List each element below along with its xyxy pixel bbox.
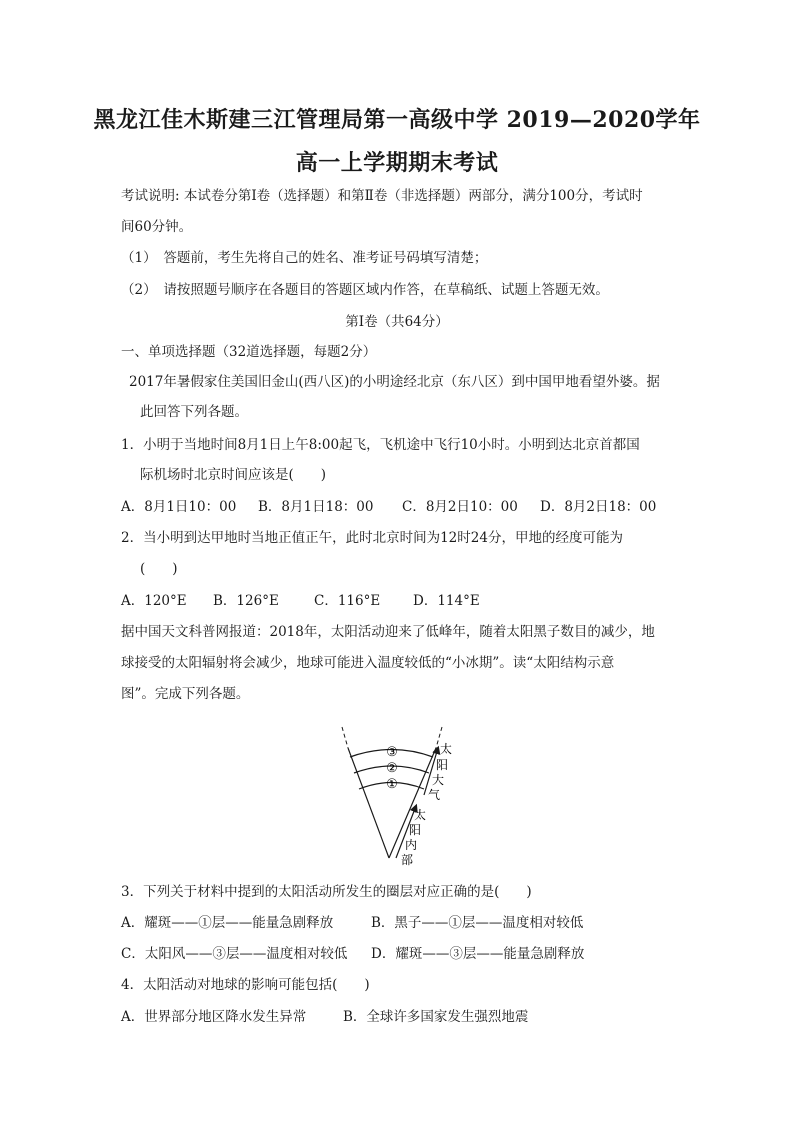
material-2-line2: 球接受的太阳辐射将会减少，地球可能进入温度较低的“小冰期”。读“太阳结构示意: [121, 655, 615, 671]
material-2-line3: 图”。完成下列各题。: [121, 686, 250, 702]
interior-label-char-4: 部: [401, 853, 414, 867]
question-3-option-c: C．太阳风——③层——温度相对较低: [121, 946, 348, 962]
question-3-option-a: A．耀斑——①层——能量急剧释放: [121, 915, 334, 931]
exam-title-line1: 黑龙江佳木斯建三江管理局第一高级中学 2019—2020学年: [93, 107, 701, 133]
question-1-option-a: A．8月1日10：00: [121, 499, 237, 515]
question-2-option-a: A．120°E: [121, 593, 187, 609]
question-4-option-b: B．全球许多国家发生强烈地震: [343, 1009, 529, 1025]
question-2-option-d: D．114°E: [413, 593, 480, 609]
interior-label-char-3: 内: [405, 838, 418, 852]
question-1-stem-line1: 1．小明于当地时间8月1日上午8:00起飞，飞机途中飞行10小时。小明到达北京首都国: [121, 437, 640, 453]
question-2-stem-line2: ( ): [140, 561, 178, 577]
question-3-stem: 3．下列关于材料中提到的太阳活动所发生的圈层对应正确的是( ): [121, 884, 532, 900]
interior-label-char-2: 阳: [409, 823, 422, 837]
exam-title-line2: 高一上学期期末考试: [295, 150, 499, 176]
question-4-option-a: A．世界部分地区降水发生异常: [121, 1009, 307, 1025]
material-1-line1: 2017年暑假家住美国旧金山(西八区)的小明途经北京（东八区）到中国甲地看望外婆。据: [129, 374, 660, 390]
part-heading: 一、单项选择题（32道选择题，每题2分）: [121, 344, 377, 360]
question-1-stem-line2: 际机场时北京时间应该是( ): [140, 467, 327, 483]
instruction-item-2: （2） 请按照题号顺序在各题目的答题区域内作答，在草稿纸、试题上答题无效。: [121, 282, 609, 298]
layer-2-label: ②: [386, 761, 398, 776]
interior-label-char-1: 太: [414, 808, 427, 822]
atmosphere-label-char-2: 阳: [436, 758, 449, 772]
material-1-line2: 此回答下列各题。: [140, 404, 248, 420]
cone-left-line: [348, 748, 389, 858]
material-2-line1: 据中国天文科普网报道：2018年，太阳活动迎来了低峰年，随着太阳黑子数目的减少，地: [121, 624, 655, 640]
question-3-option-d: D．耀斑——③层——能量急剧释放: [371, 946, 585, 962]
question-2-stem-line1: 2．当小明到达甲地时当地正值正午，此时北京时间为12时24分，甲地的经度可能为: [121, 530, 623, 546]
atmosphere-label-char-4: 气: [428, 788, 441, 802]
atmosphere-label-char-3: 大: [432, 773, 445, 787]
question-1-option-b: B．8月1日18：00: [258, 499, 374, 515]
sun-structure-diagram: [330, 720, 470, 870]
atmosphere-label-char-1: 太: [440, 742, 453, 756]
instructions-line2: 间60分钟。: [121, 219, 193, 235]
section-title: 第Ⅰ卷（共64分）: [345, 314, 449, 330]
question-1-option-c: C．8月2日10：00: [402, 499, 518, 515]
layer-3-label: ③: [386, 745, 398, 760]
question-1-option-d: D．8月2日18：00: [540, 499, 657, 515]
instruction-item-1: （1） 答题前，考生先将自己的姓名、准考证号码填写清楚；: [121, 250, 488, 266]
question-4-stem: 4．太阳活动对地球的影响可能包括( ): [121, 977, 370, 993]
question-2-option-c: C．116°E: [314, 593, 381, 609]
question-3-option-b: B．黑子——①层——温度相对较低: [371, 915, 584, 931]
instructions-line1: 考试说明: 本试卷分第Ⅰ卷（选择题）和第Ⅱ卷（非选择题）两部分，满分100分，考试时: [121, 188, 643, 204]
question-2-option-b: B．126°E: [213, 593, 279, 609]
cone-left-dashed: [342, 727, 348, 748]
layer-1-label: ①: [386, 777, 398, 792]
